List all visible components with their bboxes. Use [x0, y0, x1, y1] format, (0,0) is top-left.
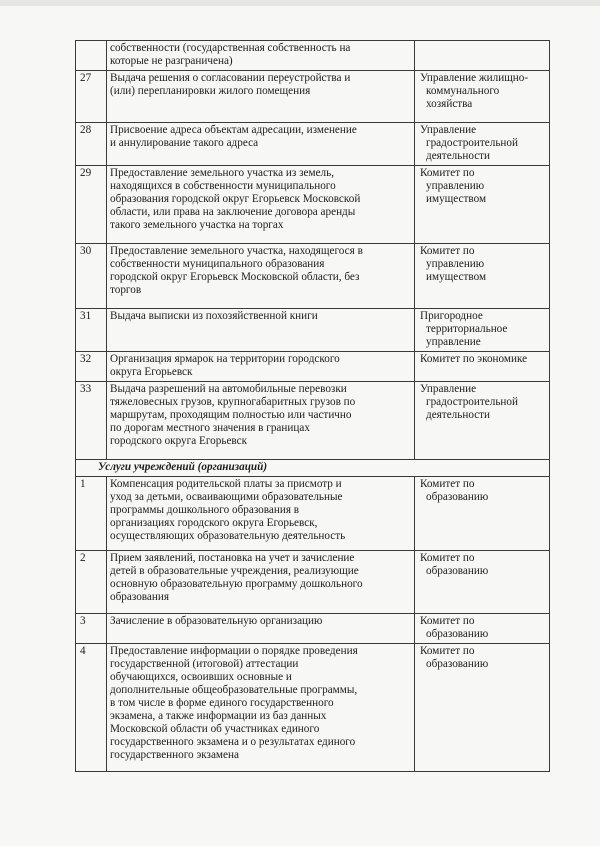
service-description [107, 614, 415, 644]
row-number: 33 [76, 382, 107, 460]
description-line: маршрутам, проходящим полностью или частично [110, 409, 352, 421]
row-number: 27 [76, 71, 107, 123]
description-line: Предоставление информации о порядке проведения [110, 645, 358, 657]
responsible-line: образованию [426, 565, 489, 577]
description-line: государственной (итоговой) аттестации [110, 658, 299, 670]
table-row [76, 644, 550, 772]
row-number [76, 41, 107, 71]
responsible-line: образованию [426, 628, 489, 640]
description-line: дополнительные общеобразовательные программы, [110, 684, 358, 696]
description-line: образования [110, 591, 170, 603]
description-line: обучающихся, освоивших основные и [110, 671, 292, 683]
responsible-line: территориальное [426, 323, 508, 335]
row-number: 4 [76, 644, 107, 772]
table-row [76, 551, 550, 614]
description-line: программы дошкольного образования в [110, 504, 300, 516]
responsible-line: деятельности [426, 150, 491, 162]
page-top-edge [0, 0, 600, 6]
service-description [107, 309, 415, 352]
description-line: Предоставление земельного участка, находящегося в [110, 245, 363, 257]
responsible-line: образованию [426, 658, 489, 670]
description-line: Выдача разрешений на автомобильные перевозки [110, 383, 347, 395]
responsible-body [415, 352, 550, 382]
row-number: 2 [76, 551, 107, 614]
description-line: (или) перепланировки жилого помещения [110, 85, 311, 97]
row-number: 3 [76, 614, 107, 644]
description-line: основную образовательную программу дошкольного [110, 578, 363, 590]
responsible-body [415, 41, 550, 71]
table-row [76, 244, 550, 309]
responsible-body [415, 166, 550, 244]
description-line: уход за детьми, осваивающими образовательные [110, 491, 343, 503]
responsible-body [415, 644, 550, 772]
description-line: организациях городского округа Егорьевск, [110, 517, 318, 529]
responsible-body [415, 614, 550, 644]
responsible-body [415, 123, 550, 166]
description-line: находящихся в собственности муниципального [110, 180, 336, 192]
description-line: торгов [110, 284, 142, 296]
responsible-line: Пригородное [420, 310, 483, 322]
row-number: 28 [76, 123, 107, 166]
description-line: по дорогам местного значения в границах [110, 422, 310, 434]
responsible-body [415, 382, 550, 460]
row-number: 32 [76, 352, 107, 382]
description-line: такого земельного участка на торгах [110, 219, 284, 231]
services-table-body [76, 41, 550, 772]
description-line: городского округа Егорьевск [110, 435, 248, 447]
responsible-line: Управление [420, 383, 477, 395]
description-line: детей в образовательные учреждения, реализующие [110, 565, 359, 577]
service-description [107, 382, 415, 460]
service-description [107, 352, 415, 382]
responsible-line: хозяйства [426, 98, 473, 110]
service-description [107, 123, 415, 166]
description-line: Зачисление в образовательную организацию [110, 615, 323, 627]
service-description [107, 477, 415, 551]
service-description [107, 244, 415, 309]
section-title: Услуги учреждений (организаций) [76, 460, 550, 477]
responsible-line: Комитет по экономике [420, 353, 528, 365]
service-description [107, 166, 415, 244]
responsible-body [415, 244, 550, 309]
description-line: области, или права на заключение договора аренды [110, 206, 356, 218]
table-row [76, 382, 550, 460]
description-line: в том числе в форме единого государственного [110, 697, 334, 709]
section-header-row [76, 460, 550, 477]
description-line: Присвоение адреса объектам адресации, изменение [110, 124, 357, 136]
responsible-line: градостроительной [426, 396, 518, 408]
table-row [76, 309, 550, 352]
description-line: Предоставление земельного участка из земель, [110, 167, 335, 179]
table-row [76, 614, 550, 644]
responsible-line: Управление жилищно- [420, 72, 529, 84]
responsible-body [415, 477, 550, 551]
responsible-line: деятельности [426, 409, 491, 421]
responsible-line: Комитет по [420, 478, 475, 490]
responsible-body [415, 71, 550, 123]
responsible-line: управлению [426, 258, 485, 270]
table-row [76, 477, 550, 551]
description-line: образования городской округ Егорьевск Московской [110, 193, 361, 205]
description-line: Выдача выписки из похозяйственной книги [110, 310, 318, 322]
row-number: 1 [76, 477, 107, 551]
description-line: Московской области об участниках единого [110, 723, 320, 735]
description-line: государственного экзамена и о результатах единого [110, 736, 356, 748]
description-line: собственности (государственная собственность на [110, 42, 351, 54]
responsible-body [415, 551, 550, 614]
row-number: 31 [76, 309, 107, 352]
responsible-line: имуществом [426, 193, 487, 205]
responsible-line: Комитет по [420, 245, 475, 257]
row-number: 30 [76, 244, 107, 309]
service-description [107, 71, 415, 123]
table-row [76, 41, 550, 71]
description-line: округа Егорьевск [110, 366, 193, 378]
description-line: которые не разграничена) [110, 55, 233, 67]
responsible-line: Управление [420, 124, 477, 136]
responsible-line: Комитет по [420, 167, 475, 179]
responsible-line: образованию [426, 491, 489, 503]
description-line: тяжеловесных грузов, крупногабаритных грузов по [110, 396, 356, 408]
responsible-body [415, 309, 550, 352]
table-row [76, 123, 550, 166]
responsible-line: Комитет по [420, 615, 475, 627]
responsible-line: имуществом [426, 271, 487, 283]
responsible-line: коммунального [426, 85, 500, 97]
description-line: экзамена, а также информации из баз данных [110, 710, 327, 722]
description-line: собственности муниципального образования [110, 258, 325, 270]
description-line: осуществляющих образовательную деятельность [110, 530, 346, 542]
service-description [107, 41, 415, 71]
responsible-line: Комитет по [420, 645, 475, 657]
description-line: городской округ Егорьевск Московской области, без [110, 271, 360, 283]
service-description [107, 551, 415, 614]
responsible-line: градостроительной [426, 137, 518, 149]
description-line: Выдача решения о согласовании переустройства и [110, 72, 351, 84]
description-line: государственного экзамена [110, 749, 239, 761]
responsible-line: управлению [426, 180, 485, 192]
services-table [75, 40, 550, 772]
table-row [76, 71, 550, 123]
responsible-line: Комитет по [420, 552, 475, 564]
description-line: и аннулирование такого адреса [110, 137, 259, 149]
service-description [107, 644, 415, 772]
description-line: Компенсация родительской платы за присмотр и [110, 478, 342, 490]
table-row [76, 352, 550, 382]
responsible-line: управление [426, 336, 481, 348]
table-row [76, 166, 550, 244]
description-line: Прием заявлений, постановка на учет и зачисление [110, 552, 355, 564]
row-number: 29 [76, 166, 107, 244]
description-line: Организация ярмарок на территории городского [110, 353, 340, 365]
